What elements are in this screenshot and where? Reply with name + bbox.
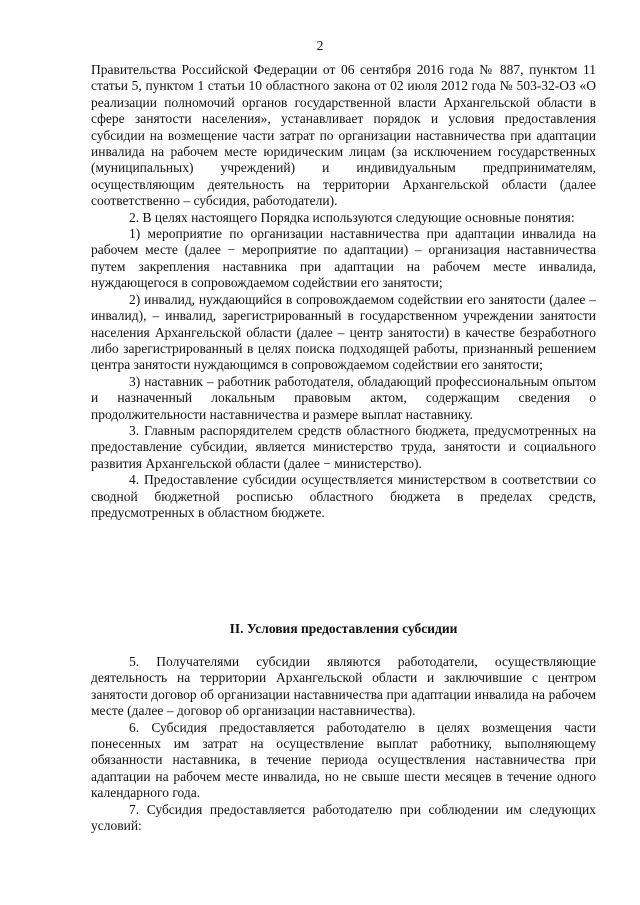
paragraph-intro-continuation: Правительства Российской Федерации от 06 сентября 2016 года № 887, пунктом 11 статьи 5, пунктом 1 статьи 10 областного закона от 02 июля 2012 года № 503-32-ОЗ «О реализации полномочий органов государственной власти Архангельской области в сфере занятости населения», устанавливает порядок и условия предоставления субсидии на возмещение части затрат по организации наставничества при адаптации инвалида на рабочем месте юридическим лицам (за исключением государственных (муниципальных) учреждений) и индивидуальным предпринимателям, осуществляющим деятельность на территории Архангельской области (далее соответственно – субсидия, работодатели). xyxy=(91,62,596,209)
intro-text-block xyxy=(91,62,596,521)
paragraph-item-6: 6. Субсидия предоставляется работодателю в целях возмещения части понесенных им затрат на осуществление выплат работнику, выполняющему обязанности наставника, в течение периода осуществления наставничества при адаптации на рабочем месте инвалида, но не свыше шести месяцев в течение одного календарного года. xyxy=(91,719,596,801)
paragraph-definition-3: 3) наставник – работник работодателя, обладающий профессиональным опытом и назначенный локальным правовым актом, содержащим сведения о продолжительности наставничества и размере выплат наставнику. xyxy=(91,373,596,422)
page-number: 2 xyxy=(316,38,324,53)
paragraph-item-7: 7. Субсидия предоставляется работодателю при соблюдении им следующих условий: xyxy=(91,801,596,834)
paragraph-item-2: 2. В целях настоящего Порядка используются следующие основные понятия: xyxy=(129,209,575,225)
paragraph-item-5: 5. Получателями субсидии являются работодатели, осуществляющие деятельность на территории Архангельской области и заключившие с центром занятости договор об организации наставничества при адаптации инвалида на рабочем месте (далее – договор об организации наставничества). xyxy=(91,654,596,719)
section-text-block xyxy=(91,654,596,834)
section-heading: II. Условия предоставления субсидии xyxy=(229,621,458,636)
paragraph-item-4: 4. Предоставление субсидии осуществляется министерством в соответствии со сводной бюджетной росписью областного бюджета в пределах средств, предусмотренных в областном бюджете. xyxy=(91,472,596,520)
paragraph-item-3: 3. Главным распорядителем средств областного бюджета, предусмотренных на предоставление субсидии, является министерство труда, занятости и социального развития Архангельской области (далее − министерство). xyxy=(91,422,596,471)
paragraph-definition-2: 2) инвалид, нуждающийся в сопровождаемом содействии его занятости (далее – инвалид), – инвалид, зарегистрированный в государственном учреждении занятости населения Архангельской области (далее – центр занятости) в качестве безработного либо зарегистрированный в целях поиска подходящей работы, признанный решением центра занятости нуждающимся в сопровождаемом содействии его занятости; xyxy=(91,291,596,373)
paragraph-definition-1: 1) мероприятие по организации наставничества при адаптации инвалида на рабочем месте (далее − мероприятие по адаптации) – организация наставничества путем закрепления наставника при адаптации на рабочем месте инвалида, нуждающегося в сопровождаемом содействии его занятости; xyxy=(91,226,596,291)
